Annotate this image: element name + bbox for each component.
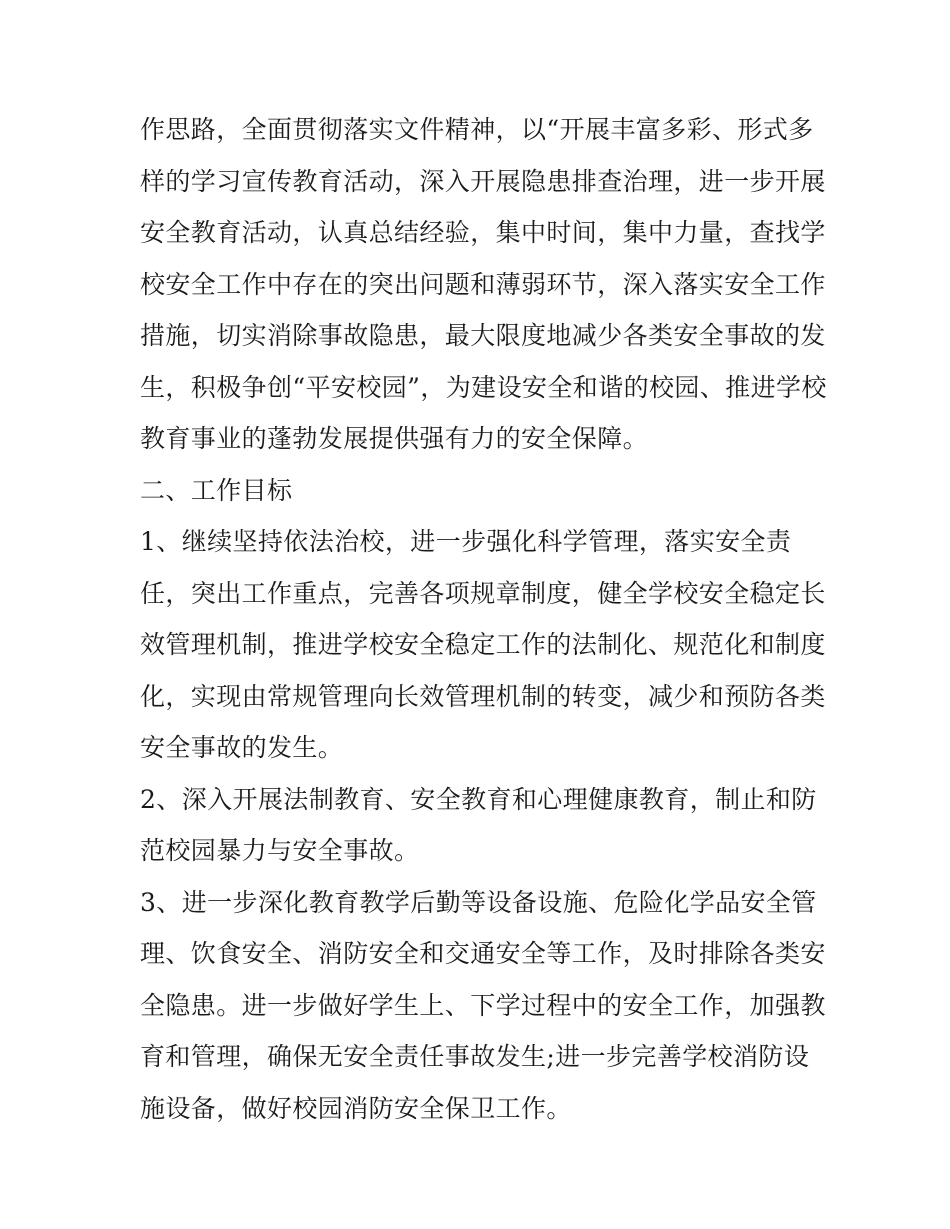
text-line: 效管理机制，推进学校安全稳定工作的法制化、规范化和制度 bbox=[140, 630, 826, 659]
text-line: 施设备，做好校园消防安全保卫工作。 bbox=[140, 1093, 572, 1123]
text-line: 育和管理，确保无安全责任事故发生;进一步完善学校消防设 bbox=[140, 1042, 810, 1071]
text-line: 校安全工作中存在的突出问题和薄弱环节，深入落实安全工作 bbox=[140, 269, 826, 299]
text-line: 安全教育活动，认真总结经验，集中时间，集中力量，查找学 bbox=[140, 218, 826, 247]
text-line: 教育事业的蓬勃发展提供强有力的安全保障。 bbox=[140, 424, 649, 453]
text-line: 样的学习宣传教育活动，深入开展隐患排查治理，进一步开展 bbox=[140, 166, 826, 196]
text-line: 任，突出工作重点，完善各项规章制度，健全学校安全稳定长 bbox=[140, 578, 826, 608]
text-line: 作思路，全面贯彻落实文件精神，以“开展丰富多彩、形式多 bbox=[140, 115, 814, 144]
text-line: 2、深入开展法制教育、安全教育和心理健康教育，制止和防 bbox=[140, 784, 817, 814]
text-line: 安全事故的发生。 bbox=[140, 733, 344, 762]
text-line: 1、继续坚持依法治校，进一步强化科学管理，落实安全责 bbox=[140, 527, 792, 556]
text-line: 理、饮食安全、消防安全和交通安全等工作，及时排除各类安 bbox=[140, 939, 826, 968]
text-line: 生，积极争创“平安校园”，为建设安全和谐的校园、推进学校 bbox=[140, 372, 827, 402]
section-heading: 二、工作目标 bbox=[140, 475, 293, 505]
text-line: 全隐患。进一步做好学生上、下学过程中的安全工作，加强教 bbox=[140, 990, 826, 1020]
text-line: 化，实现由常规管理向长效管理机制的转变，减少和预防各类 bbox=[140, 681, 826, 711]
text-line: 措施，切实消除事故隐患，最大限度地减少各类安全事故的发 bbox=[140, 321, 826, 350]
document-body bbox=[140, 104, 827, 1134]
text-line: 3、进一步深化教育教学后勤等设备设施、危险化学品安全管 bbox=[140, 887, 817, 917]
text-line: 范校园暴力与安全事故。 bbox=[140, 836, 420, 865]
